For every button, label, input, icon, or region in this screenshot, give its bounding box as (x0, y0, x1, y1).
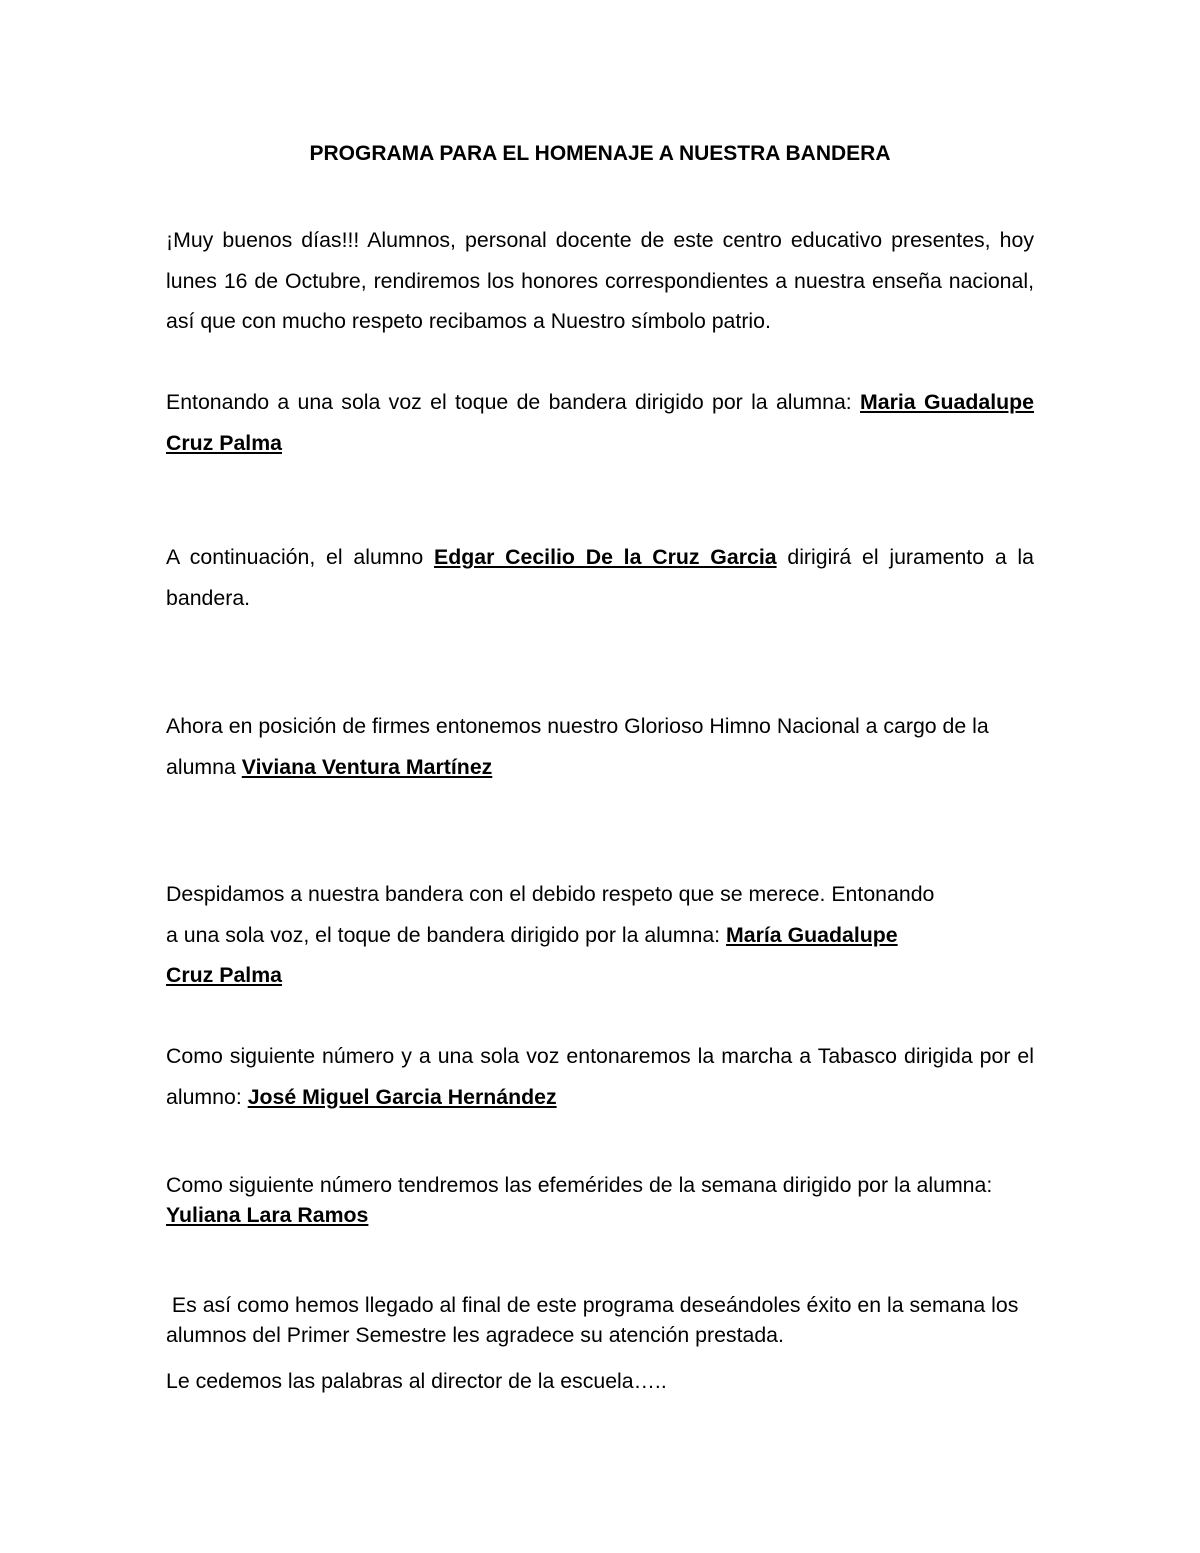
march-paragraph (166, 1036, 1034, 1117)
march-text: Como siguiente número y a una sola voz entonaremos la marcha a Tabasco dirigida por el alumno: (166, 1044, 1034, 1109)
student-name-oath: Edgar Cecilio De la Cruz Garcia (434, 545, 777, 569)
farewell-line-1: Despidamos a nuestra bandera con el debido respeto que se merece. Entonando (166, 882, 935, 906)
ephemeris-text: Como siguiente número tendremos las efemérides de la semana dirigido por la alumna: (166, 1173, 993, 1197)
greeting-paragraph (166, 220, 1034, 342)
anthem-paragraph (166, 706, 1034, 787)
oath-paragraph (166, 537, 1034, 618)
farewell-paragraph (166, 874, 1034, 996)
farewell-line-3 (166, 955, 1034, 996)
student-name-march: José Miguel Garcia Hernández (247, 1084, 557, 1109)
document-title: PROGRAMA PARA EL HOMENAJE A NUESTRA BANDERA (309, 142, 891, 165)
anthem-text: Ahora en posición de firmes entonemos nuestro Glorioso Himno Nacional a cargo de la alumna (166, 714, 989, 779)
farewell-text: a una sola voz, el toque de bandera dirigido por la alumna: (166, 922, 727, 947)
oath-text-after: dirigirá el juramento a la bandera. (166, 545, 1034, 610)
closing-paragraph (166, 1290, 1034, 1350)
ephemeris-paragraph (166, 1170, 1034, 1230)
oath-text-before: A continuación, el alumno (166, 545, 434, 569)
student-name-ephemeris: Yuliana Lara Ramos (166, 1203, 369, 1227)
director-text: Le cedemos las palabras al director de la escuela….. (166, 1369, 667, 1393)
director-paragraph (166, 1366, 1034, 1396)
closing-text: Es así como hemos llegado al final de este programa deseándoles éxito en la semana los alumnos del Primer Semestre les agradece su atención prestada. (166, 1293, 1025, 1347)
flag-call-paragraph (166, 382, 1034, 463)
flag-call-text: Entonando a una sola voz el toque de bandera dirigido por la alumna: (166, 390, 861, 414)
student-name-flag-call: Maria Guadalupe Cruz Palma (166, 390, 1034, 455)
student-name-farewell-part2: Cruz Palma (166, 963, 282, 987)
farewell-line-2 (166, 915, 1034, 956)
student-name-farewell-part1: María Guadalupe (726, 922, 898, 947)
greeting-text: ¡Muy buenos días!!! Alumnos, personal docente de este centro educativo presentes, hoy lunes 16 de Octubre, rendiremos los honores correspondientes a nuestra enseña nacional, así que con mucho respeto recibamos a Nuestro símbolo patrio. (166, 228, 1034, 333)
student-name-anthem: Viviana Ventura Martínez (241, 754, 493, 779)
